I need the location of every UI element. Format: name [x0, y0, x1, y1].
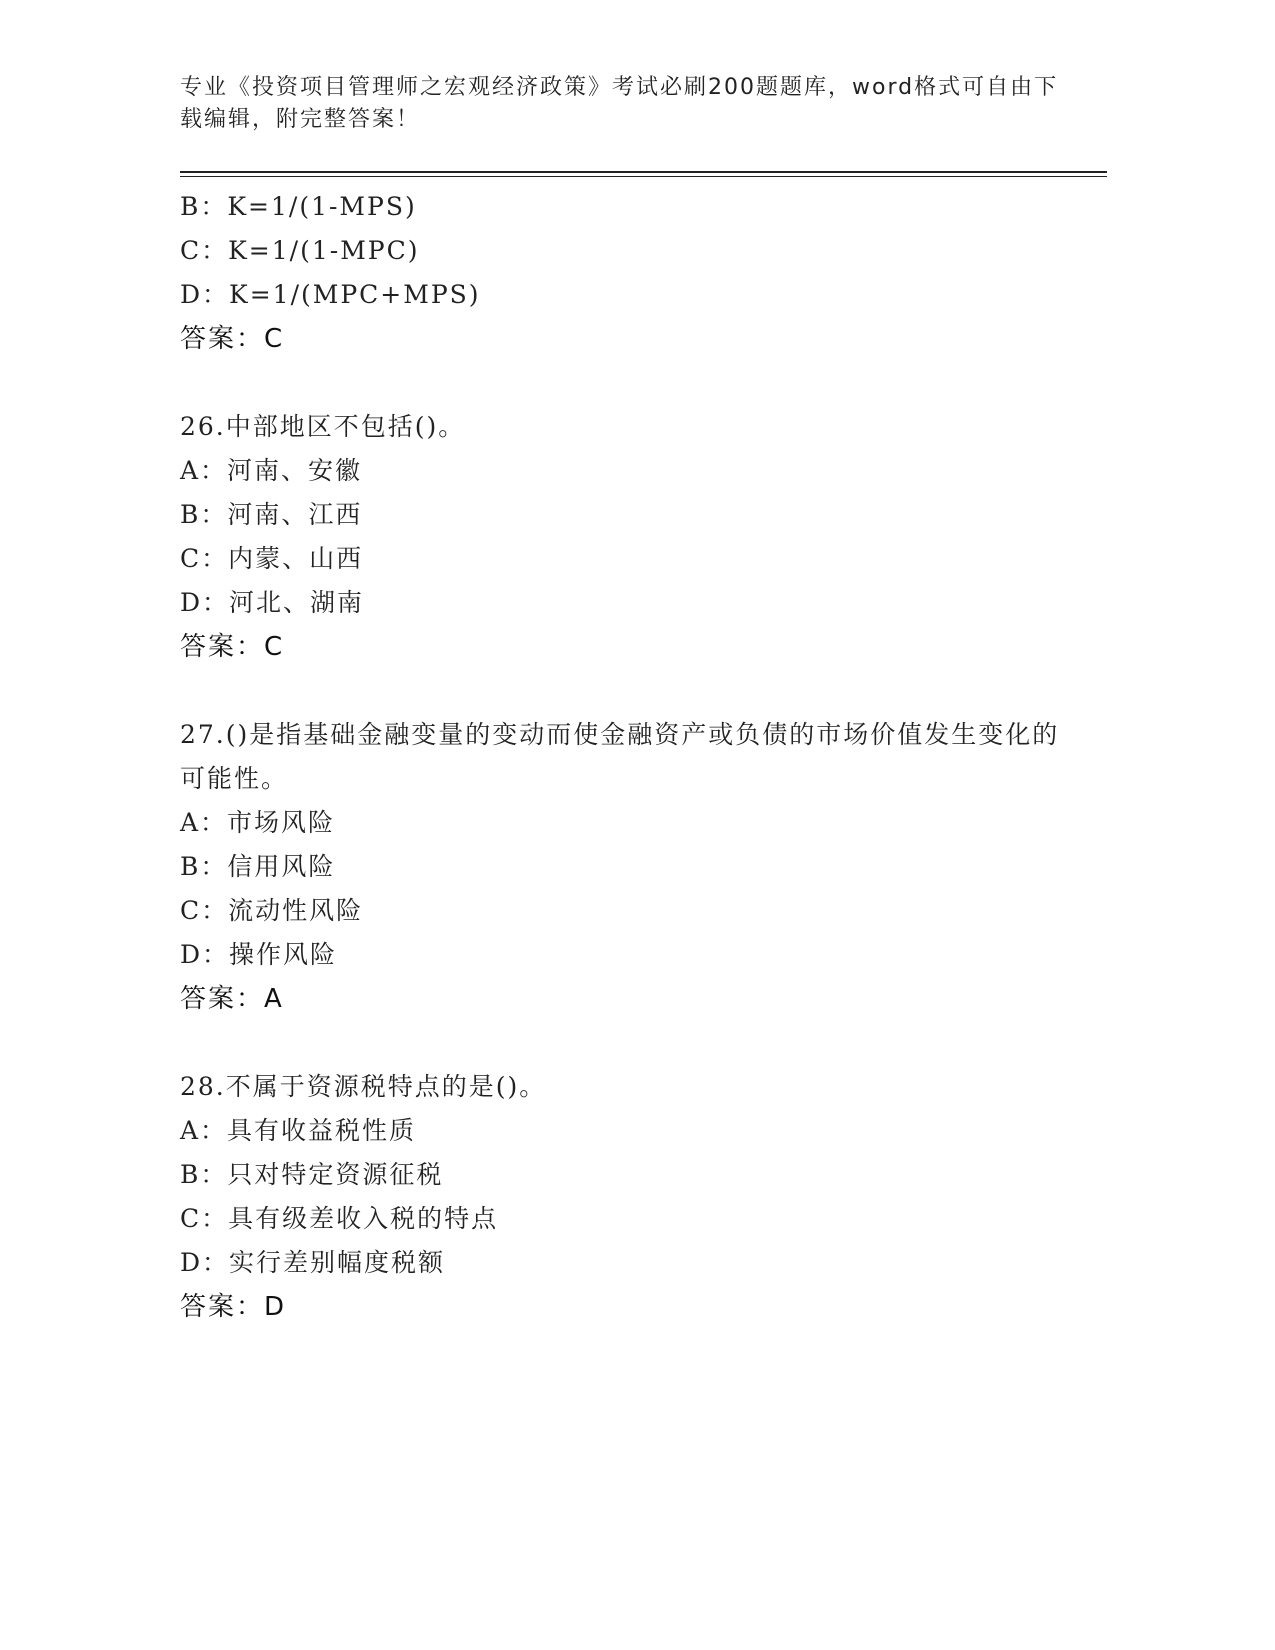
option-c: C：具有级差收入税的特点	[180, 1204, 499, 1233]
question-28	[180, 1065, 1060, 1329]
option-d: D：K=1/(MPC+MPS)	[180, 280, 481, 309]
question-list	[180, 185, 1060, 1329]
spacer	[180, 361, 1060, 405]
question-stem: 27.()是指基础金融变量的变动而使金融资产或负债的市场价值发生变化的可能性。	[180, 720, 1060, 793]
header-divider-thick	[180, 171, 1107, 173]
question-stem: 26.中部地区不包括()。	[180, 412, 466, 441]
option-d: D：河北、湖南	[180, 588, 365, 617]
option-c: C：K=1/(1-MPC)	[180, 236, 420, 265]
option-a: A：河南、安徽	[180, 456, 363, 485]
option-b: B：K=1/(1-MPS)	[180, 192, 417, 221]
option-a: A：具有收益税性质	[180, 1116, 417, 1145]
option-d: D：操作风险	[180, 940, 338, 969]
option-b: B：只对特定资源征税	[180, 1160, 444, 1189]
option-b: B：信用风险	[180, 852, 336, 881]
carryover-question	[180, 185, 1060, 361]
answer-line: 答案：D	[180, 1292, 287, 1322]
answer-line: 答案：A	[180, 984, 284, 1014]
option-d: D：实行差别幅度税额	[180, 1248, 446, 1277]
header-divider-thin	[180, 176, 1107, 177]
option-c: C：内蒙、山西	[180, 544, 364, 573]
question-stem: 28.不属于资源税特点的是()。	[180, 1072, 547, 1101]
question-26	[180, 405, 1060, 669]
option-a: A：市场风险	[180, 808, 336, 837]
spacer	[180, 669, 1060, 713]
option-c: C：流动性风险	[180, 896, 364, 925]
spacer	[180, 1021, 1060, 1065]
page-header: 专业《投资项目管理师之宏观经济政策》考试必刷200题题库，word格式可自由下载编辑，附完整答案！	[180, 75, 1059, 132]
option-b: B：河南、江西	[180, 500, 363, 529]
answer-line: 答案：C	[180, 632, 285, 662]
question-27	[180, 713, 1060, 1021]
answer-line: 答案：C	[180, 324, 285, 354]
